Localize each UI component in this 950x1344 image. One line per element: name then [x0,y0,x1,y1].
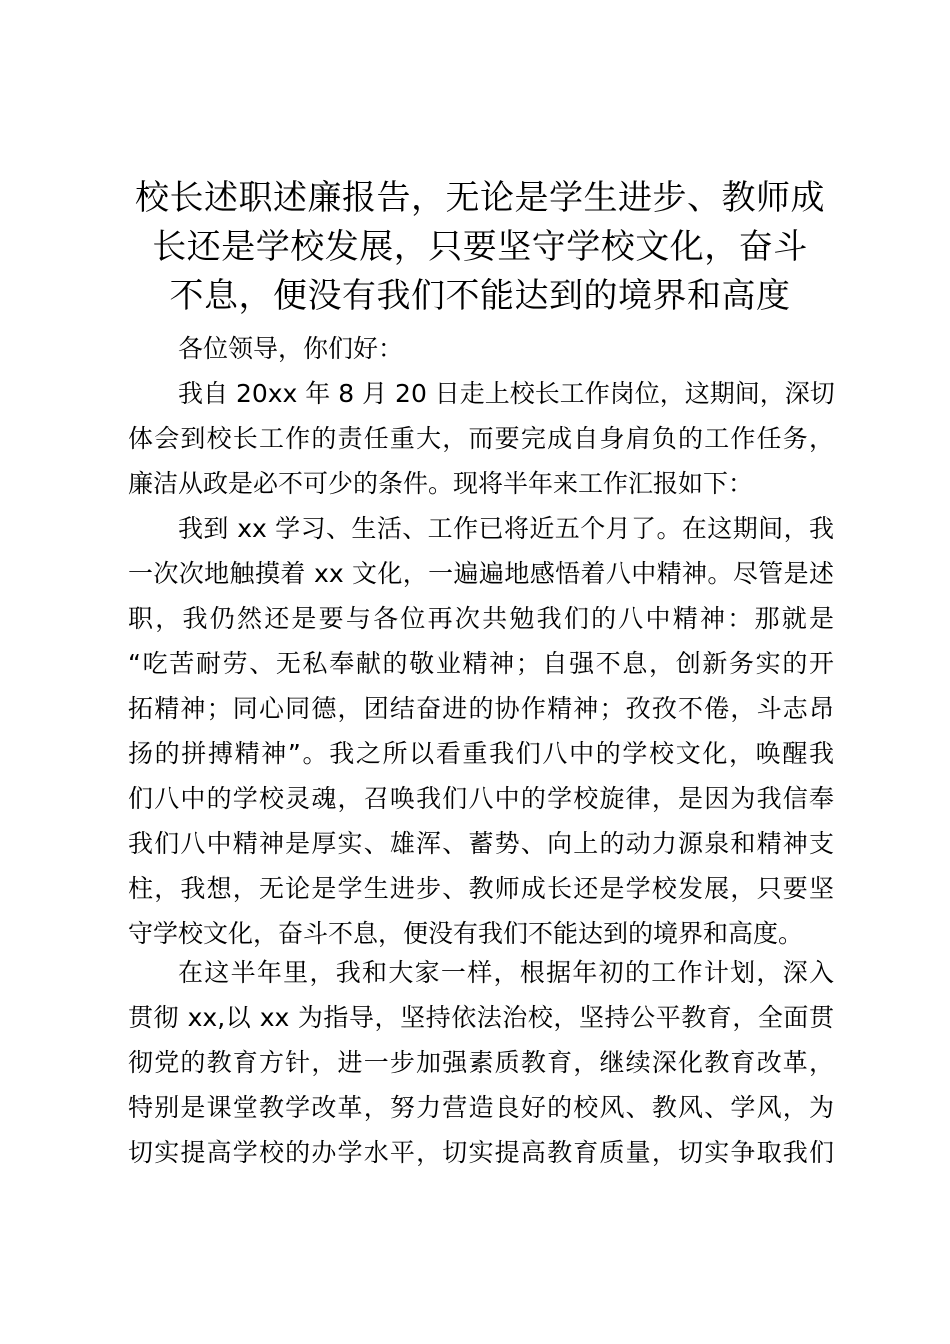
document-title [120,174,840,321]
paragraph-1 [128,371,834,506]
paragraph-line: 守学校文化，奋斗不息，便没有我们不能达到的境界和高度。 [128,919,804,948]
paragraph-line: 切实提高学校的办学水平，切实提高教育质量，切实争取我们 [128,1138,834,1167]
paragraph-line: “吃苦耐劳、无私奉献的敬业精神；自强不息，创新务实的开 [128,649,834,678]
paragraph-line: 我自 20xx 年 8 月 20 日走上校长工作岗位，这期间，深切 [178,379,835,408]
paragraph-line: 职，我仍然还是要与各位再次共勉我们的八中精神：那就是 [128,604,834,633]
paragraph-line: 拓精神；同心同德，团结奋进的协作精神；孜孜不倦，斗志昂 [128,694,834,723]
paragraph-line: 我们八中精神是厚实、雄浑、蓄势、向上的动力源泉和精神支 [128,829,834,858]
paragraph-line: 我到 xx 学习、生活、工作已将近五个月了。在这期间，我 [178,514,834,543]
title-line: 长还是学校发展，只要坚守学校文化，奋斗 [152,227,808,267]
paragraph-line: 贯彻 xx,以 xx 为指导，坚持依法治校，坚持公平教育，全面贯 [128,1003,834,1032]
paragraph-line: 彻党的教育方针，进一步加强素质教育，继续深化教育改革， [128,1048,834,1077]
paragraph-line: 扬的拼搏精神”。我之所以看重我们八中的学校文化，唤醒我 [128,739,834,768]
paragraph-line: 们八中的学校灵魂，召唤我们八中的学校旋律，是因为我信奉 [128,784,834,813]
title-line: 校长述职述廉报告，无论是学生进步、教师成 [135,178,825,218]
title-line: 不息，便没有我们不能达到的境界和高度 [169,276,791,316]
paragraph-line: 特别是课堂教学改革，努力营造良好的校风、教风、学风，为 [128,1093,834,1122]
paragraph-line: 柱，我想，无论是学生进步、教师成长还是学校发展，只要坚 [128,874,834,903]
paragraph-line: 一次次地触摸着 xx 文化，一遍遍地感悟着八中精神。尽管是述 [128,559,834,588]
paragraph-2 [128,506,834,956]
paragraph-line: 体会到校长工作的责任重大，而要完成自身肩负的工作任务， [128,424,834,453]
paragraph-line: 在这半年里，我和大家一样，根据年初的工作计划，深入 [178,958,834,987]
greeting [128,326,834,371]
paragraph-3 [128,950,834,1175]
paragraph-line: 廉洁从政是必不可少的条件。现将半年来工作汇报如下： [128,469,754,498]
greeting-line: 各位领导，你们好： [178,334,404,363]
